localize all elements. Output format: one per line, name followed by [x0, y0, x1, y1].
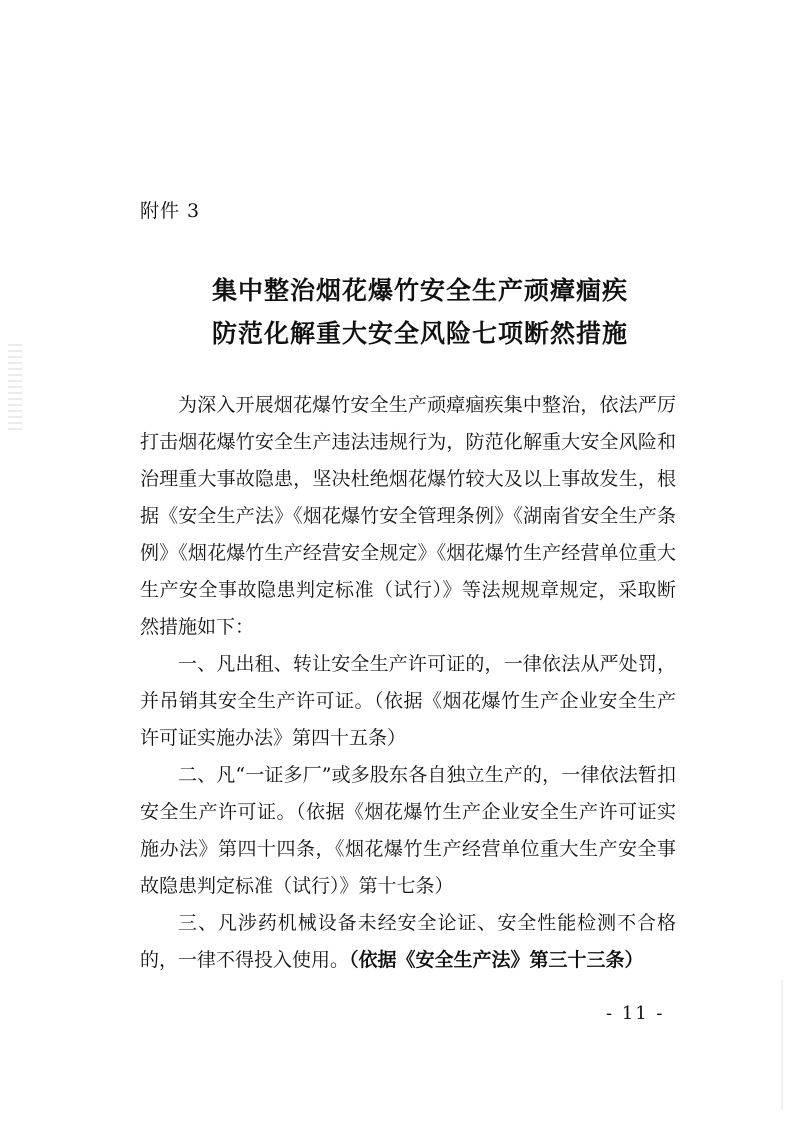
attachment-label: 附件 3 — [140, 200, 201, 222]
measure-1-paragraph: 一、凡出租、转让安全生产许可证的，一律依法从严处罚，并吊销其安全生产许可证。（依据《烟花爆竹生产企业安全生产许可证实施办法》第四十五条） — [140, 653, 676, 749]
measure-3-paragraph — [140, 905, 676, 979]
page-number: - 11 - — [606, 1003, 665, 1024]
measure-2-paragraph: 二、凡“一证多厂”或多股东各自独立生产的，一律依法暂扣安全生产许可证。（依据《烟花爆竹生产企业安全生产许可证实施办法》第四十四条，《烟花爆竹生产经营单位重大生产安全事故隐患判定标准（试行）》第十七条） — [140, 764, 676, 897]
scan-artifact — [8, 344, 22, 434]
document-title-line-2: 防范化解重大安全风险七项断然措施 — [211, 319, 628, 348]
intro-paragraph: 为深入开展烟花爆竹安全生产顽瘴痼疾集中整治，依法严厉打击烟花爆竹安全生产违法违规行为，防范化解重大安全风险和治理重大事故隐患，坚决杜绝烟花爆竹较大及以上事故发生，根据《安全生产法》《烟花爆竹安全管理条例》《湖南省安全生产条例》《烟花爆竹生产经营安全规定》《烟花爆竹生产经营单位重大生产安全事故隐患判定标准（试行）》等法规规章规定，采取断然措施如下： — [140, 394, 676, 638]
measure-3-legal-basis: （依据《安全生产法》第三十三条） — [349, 949, 644, 971]
measure-3-text: 三、凡涉药机械设备未经安全论证、安全性能检测不合格的，一律不得投入使用。 — [140, 912, 676, 971]
document-body — [140, 387, 676, 979]
document-title-line-1: 集中整治烟花爆竹安全生产顽瘴痼疾 — [211, 276, 628, 305]
scan-edge-artifact — [781, 980, 783, 1110]
